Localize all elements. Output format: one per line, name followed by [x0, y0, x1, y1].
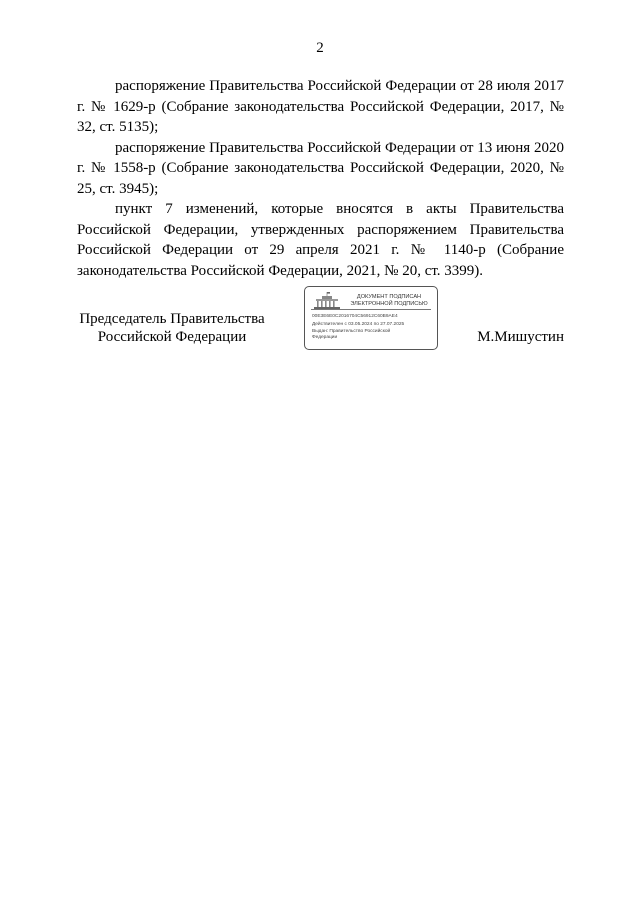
signer-name: М.Мишустин: [477, 329, 564, 345]
paragraph-order-1140: пункт 7 изменений, которые вносятся в акты Правительства Российской Федерации, утвержденных распоряжением Правительства Российской Федерации от 29 апреля 2021 г. № 1140-р (Собрание законодательства Российской Федерации, 2021, № 20, ст. 3399).: [77, 201, 564, 279]
stamp-title-line-2: ЭЛЕКТРОННОЙ ПОДПИСЬЮ: [350, 301, 428, 307]
paragraph-order-1629: распоряжение Правительства Российской Федерации от 28 июля 2017 г. № 1629-р (Собрание законодательства Российской Федерации, 2017, № 32, ст. 5135);: [77, 78, 564, 135]
stamp-validity: Действителен с 03.05.2024 по 27.07.2025: [312, 322, 405, 327]
stamp-title-line-1: ДОКУМЕНТ ПОДПИСАН: [356, 294, 422, 300]
signer-position-line-1: Председатель Правительства: [79, 311, 265, 327]
government-building-emblem-icon: [312, 291, 342, 311]
signer-position: [77, 310, 267, 346]
stamp-title: [343, 294, 435, 308]
paragraph-order-1558: распоряжение Правительства Российской Федерации от 13 июня 2020 г. № 1558-р (Собрание законодательства Российской Федерации, 2020, № 25, ст. 3945);: [77, 139, 564, 197]
stamp-divider: [311, 309, 431, 310]
electronic-signature-stamp: [304, 286, 438, 350]
stamp-issuer-line-2: Федерации: [312, 335, 338, 340]
signature-block: [77, 286, 564, 356]
stamp-certificate: 00E3E6E0C2016704C56912C60B9AE4: [312, 314, 398, 319]
signer-position-line-2: Российской Федерации: [97, 329, 247, 345]
stamp-issuer-line-1: Выдан: Правительство Российской: [312, 329, 391, 334]
page-number: 2: [316, 40, 324, 56]
document-body: [77, 76, 564, 281]
